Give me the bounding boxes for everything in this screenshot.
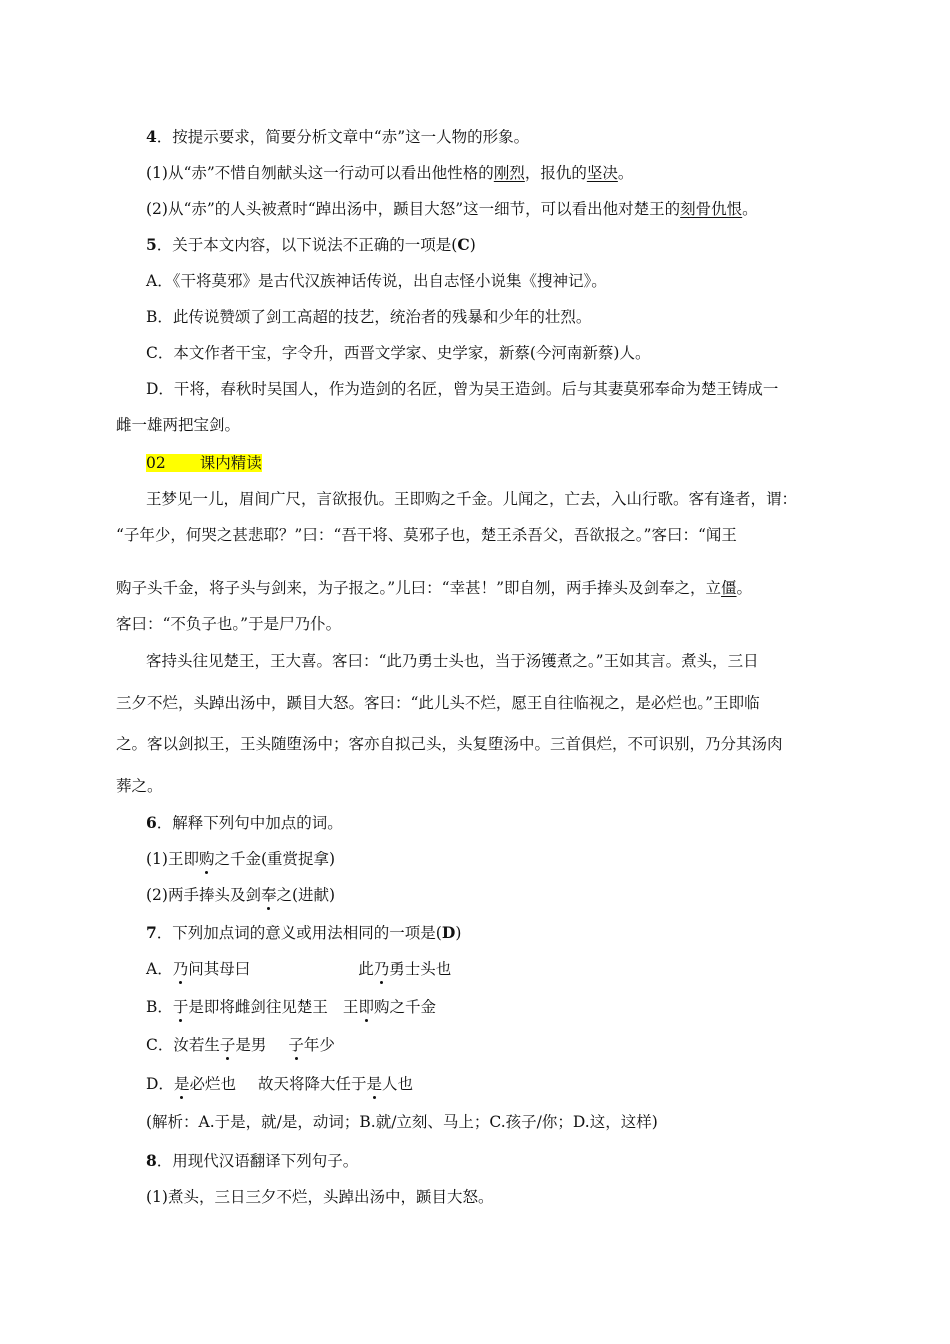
- q5-option-d-line1: D．干将，春秋时吴国人，作为造剑的名匠，曾为吴王造剑。后与其妻莫邪奉命为楚王铸成一: [146, 380, 779, 398]
- q4-answer-1: 刚烈: [493, 164, 525, 182]
- q5-stem: 5．关于本文内容，以下说法不正确的一项是(C): [146, 235, 476, 254]
- q7-option-d: D．是必烂也 故天将降大任于是人也: [146, 1075, 414, 1093]
- q6-stem: 6．解释下列句中加点的词。: [146, 813, 343, 832]
- dotted-word: 乃: [172, 960, 189, 978]
- section-number: 02: [146, 454, 166, 472]
- dotted-word: 于: [172, 998, 189, 1016]
- q4-answer-3: 刻骨仇恨: [680, 200, 743, 218]
- passage-p2-line4: 葬之。: [116, 777, 163, 795]
- q6-number: 6: [146, 813, 157, 832]
- q7-explanation: (解析：A.于是，就/是，动词；B.就/立刻、马上；C.孩子/你；D.这，这样): [146, 1113, 658, 1131]
- q4-stem: 4．按提示要求，简要分析文章中“赤”这一人物的形象。: [146, 127, 530, 146]
- dotted-word: 奉: [260, 886, 277, 904]
- q7-option-a: A．乃问其母曰 此乃勇士头也: [146, 960, 452, 978]
- q5-option-d-line2: 雌一雄两把宝剑。: [116, 416, 241, 434]
- passage-p1-line2: “子年少，何哭之甚悲耶？”曰：“吾干将、莫邪子也，楚王杀吾父，吾欲报之。”客曰：“闻王: [116, 526, 737, 544]
- q5-option-a: A．《干将莫邪》是古代汉族神话传说，出自志怪小说集《搜神记》。: [146, 272, 607, 290]
- q7-option-b: B．于是即将雌剑往见楚王 王即购之千金: [146, 998, 436, 1016]
- q5-option-c: C．本文作者干宝，字令升，西晋文学家、史学家，新蔡(今河南新蔡)人。: [146, 344, 651, 362]
- q5-answer: C: [457, 235, 470, 254]
- dotted-word: 是: [366, 1075, 382, 1093]
- passage-p2-line1: 客持头往见楚王，王大喜。客曰：“此乃勇士头也，当于汤镬煮之。”王如其言。煮头，三日: [146, 652, 759, 670]
- q6-sub1: (1)王即购之千金(重赏捉拿): [146, 850, 336, 868]
- q8-stem: 8．用现代汉语翻译下列句子。: [146, 1151, 359, 1170]
- passage-p1-line4: 客曰：“不负子也。”于是尸乃仆。: [116, 615, 342, 633]
- dotted-word: 子: [219, 1036, 236, 1054]
- q7-option-c: C．汝若生子是男 子年少: [146, 1036, 335, 1054]
- q5-number: 5: [146, 235, 157, 254]
- dotted-word: 购: [198, 850, 215, 868]
- underlined-word: 僵: [721, 579, 737, 597]
- q5-option-b: B．此传说赞颂了剑工高超的技艺，统治者的残暴和少年的壮烈。: [146, 308, 592, 326]
- passage-p1-line3: 购子头千金，将子头与剑来，为子报之。”儿曰：“幸甚！”即自刎，两手捧头及剑奉之，立僵。: [116, 579, 753, 597]
- section-title: 课内精读: [199, 454, 262, 472]
- q7-number: 7: [146, 923, 157, 942]
- q8-number: 8: [146, 1151, 157, 1170]
- q6-sub2: (2)两手捧头及剑奉之(进献): [146, 886, 336, 904]
- section-heading: [146, 452, 262, 474]
- q4-number: 4: [146, 127, 157, 146]
- q8-sub1: (1)煮头，三日三夕不烂，头踔出汤中，踬目大怒。: [146, 1188, 494, 1206]
- passage-p2-line2: 三夕不烂，头踔出汤中，踬目大怒。客曰：“此儿头不烂，愿王自往临视之，是必烂也。”王即临: [116, 694, 760, 712]
- q4-answer-2: 坚决: [586, 164, 618, 182]
- dotted-word: 子: [288, 1036, 304, 1054]
- q4-sub2: (2)从“赤”的人头被煮时“踔出汤中，踬目大怒”这一细节，可以看出他对楚王的刻骨仇恨。: [146, 200, 758, 218]
- q4-sub1: (1)从“赤”不惜自刎献头这一行动可以看出他性格的刚烈，报仇的坚决。: [146, 164, 634, 182]
- dotted-word: 即: [358, 998, 374, 1016]
- q7-answer: D: [441, 923, 456, 942]
- q7-stem: 7．下列加点词的意义或用法相同的一项是(D): [146, 923, 462, 942]
- dotted-word: 是: [173, 1075, 190, 1093]
- passage-p2-line3: 之。客以剑拟王，王头随堕汤中；客亦自拟己头，头复堕汤中。三首俱烂，不可识别，乃分其汤肉: [116, 735, 783, 753]
- passage-p1-line1: 王梦见一儿，眉间广尺，言欲报仇。王即购之千金。儿闻之，亡去，入山行歌。客有逢者，谓：: [146, 490, 798, 508]
- dotted-word: 乃: [373, 960, 390, 978]
